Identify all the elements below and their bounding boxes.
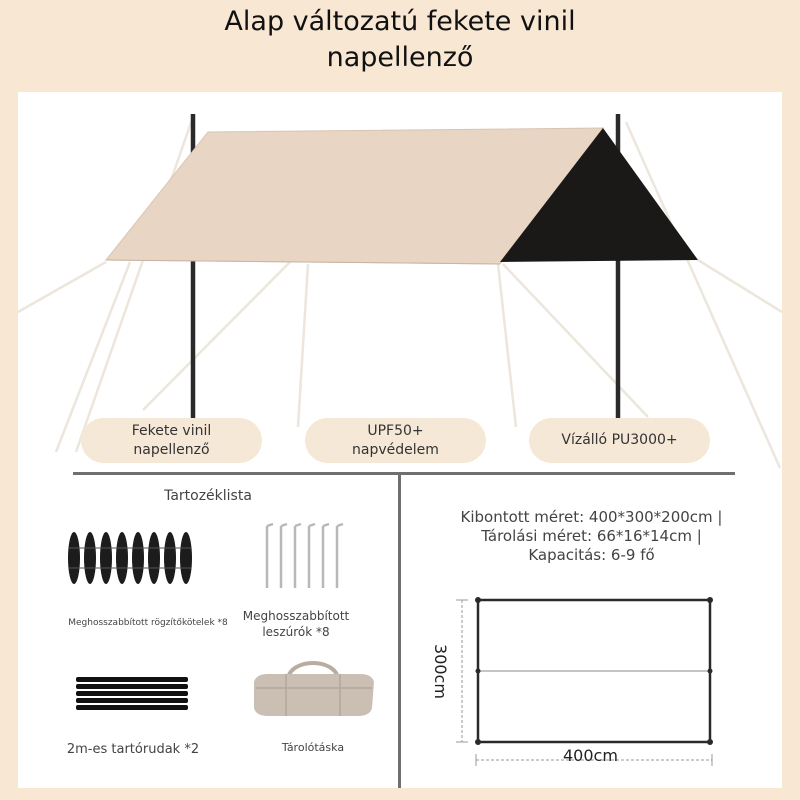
feature-pill-waterproof	[529, 418, 710, 463]
horizontal-divider	[73, 472, 735, 475]
guy-rope-front-mid	[298, 264, 308, 427]
spec-unfolded-size: Kibontott méret: 400*300*200cm |	[460, 508, 723, 526]
guy-rope-left-back	[76, 117, 193, 452]
width-dimension-label: 400cm	[563, 746, 618, 765]
product-hero	[18, 92, 782, 470]
page-title-line-1: Alap változatú fekete vinil	[224, 6, 576, 37]
accessory-label-stakes: Meghosszabbított leszúrók *8	[242, 609, 350, 639]
poles-icon	[76, 677, 188, 711]
feature-label-upf: UPF50+ napvédelem	[352, 422, 439, 458]
guy-rope-front-left	[143, 262, 290, 410]
feature-label-waterproof: Vízálló PU3000+	[561, 432, 678, 448]
spec-capacity: Kapacitás: 6-9 fő	[528, 546, 655, 564]
accessory-label-ropes: Meghosszabbított rögzítőkötelek *8	[68, 618, 228, 628]
stakes-icon	[261, 522, 345, 592]
details-panel	[18, 470, 782, 788]
guy-rope-left-outer	[18, 262, 106, 312]
accessory-list-title: Tartozéklista	[164, 488, 252, 504]
guy-rope-right-outer	[698, 260, 782, 312]
storage-bag-icon	[248, 656, 378, 718]
spec-storage-size: Tárolási méret: 66*16*14cm |	[481, 527, 702, 545]
rope-bundles-icon	[65, 528, 195, 590]
feature-pill-upf	[305, 418, 486, 463]
feature-label-vinil: Fekete vinil napellenző	[131, 422, 212, 458]
accessory-label-bag: Tárolótáska	[281, 741, 345, 754]
page-title-line-2: napellenző	[326, 42, 474, 73]
accessory-label-poles: 2m-es tartórudak *2	[66, 742, 200, 757]
tarp-illustration	[18, 92, 782, 470]
tarp-dimension-diagram	[456, 592, 718, 772]
page-title	[0, 0, 800, 92]
feature-pill-vinil	[81, 418, 262, 463]
guy-rope-front-right	[498, 264, 516, 427]
guy-rope-right-inner	[503, 264, 648, 417]
height-dimension-label: 300cm	[430, 644, 450, 699]
